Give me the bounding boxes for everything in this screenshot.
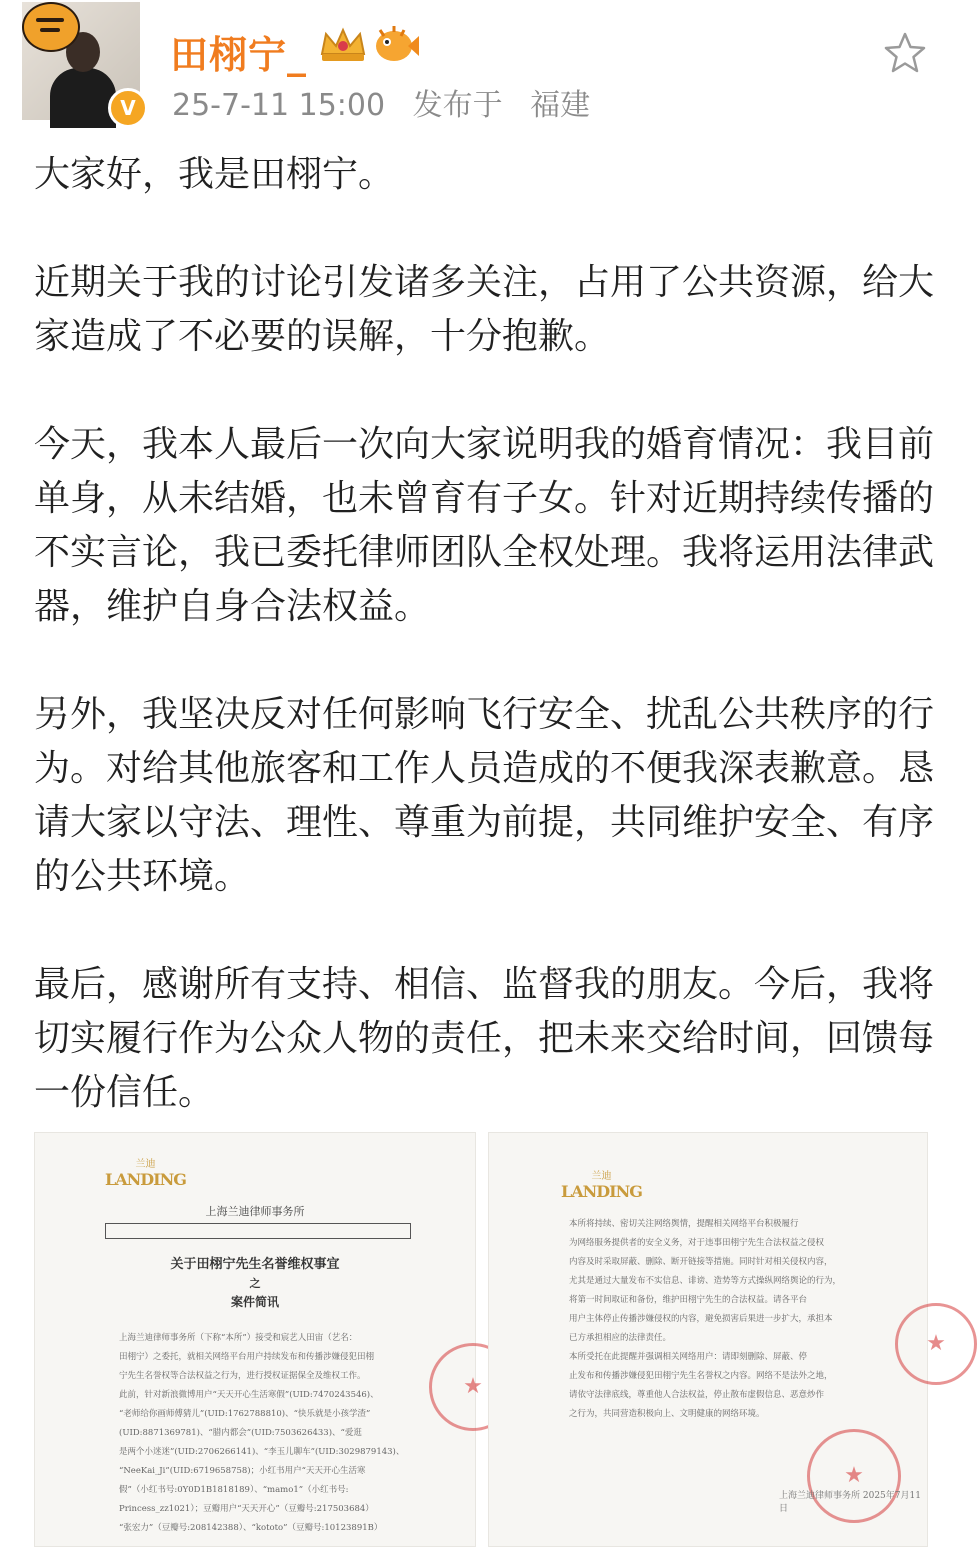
red-seal-stamp: ★ — [429, 1343, 517, 1431]
attached-images — [34, 1132, 946, 1545]
star-icon[interactable] — [882, 30, 928, 76]
landing-logo: 兰迪 LANDING — [105, 1159, 186, 1189]
legal-document-image-2[interactable] — [488, 1132, 946, 1547]
post-body — [34, 148, 934, 1120]
post-paragraph: 今天，我本人最后一次向大家说明我的婚育情况：我目前单身，从未结婚，也未曾育有子女。针对近期持续传播的不实言论，我已委托律师团队全权处理。我将运用法律武器，维护自身合法权益。 — [34, 424, 935, 627]
post-paragraph: 近期关于我的讨论引发诸多关注，占用了公共资源，给大家造成了不必要的误解，十分抱歉。 — [34, 262, 935, 357]
document-title: 关于田栩宁先生名誉维权事宜 — [170, 1257, 340, 1272]
document-title-connector: 之 — [249, 1277, 261, 1290]
red-seal-stamp: ★ — [895, 1303, 977, 1385]
post-paragraph: 另外，我坚决反对任何影响飞行安全、扰乱公共秩序的行为。对给其他旅客和工作人员造成的不便我深表歉意。恳请大家以守法、理性、尊重为前提，共同维护安全、有序的公共环境。 — [34, 694, 935, 897]
document-signature: 上海兰迪律师事务所 2025年7月11日 — [779, 1491, 921, 1514]
notice-box — [105, 1223, 411, 1239]
tiger-frame-icon — [22, 2, 80, 52]
fish-icon — [372, 22, 420, 66]
post-meta — [172, 80, 608, 124]
document-text: 本所将持续、密切关注网络舆情，提醒相关网络平台积极履行 为网络服务提供者的安全义务，对于违事田栩宁先生合法权益之侵权 内容及时采取屏蔽、删除、断开链接等措施。同时针对相关侵权内容， 尤其是通过大量发布不实信息、诽谤、造势等方式操纵网络舆论的行为， 将第一时间取证和备份，维护田栩宁先生的合法权益。请各平台 用户主体停止传播涉嫌侵权的内容，避免损害后果进一步扩大，承担本 已方承担相应的法律责任。 本所受托在此提醒并强调相关网络用户：请即刻删除、屏蔽、停 止发布和传播涉嫌侵犯田栩宁先生名誉权之内容。网络不是法外之地， 请依守法律底线，尊重他人合法权益，停止散布虚假信息、恶意炒作 之行为，共同营造积极向上、文明健康的网络环境。 — [569, 1219, 842, 1419]
crown-icon — [318, 24, 368, 64]
location-prefix: 发布于 — [412, 88, 503, 123]
post-paragraph: 最后，感谢所有支持、相信、监督我的朋友。今后，我将切实履行作为公众人物的责任，把未来交给时间，回馈每一份信任。 — [34, 964, 935, 1113]
post-timestamp: 25-7-11 15:00 — [172, 88, 386, 123]
landing-logo: 兰迪 LANDING — [561, 1171, 642, 1201]
legal-document-image-1[interactable] — [34, 1132, 483, 1547]
document-text: 上海兰迪律师事务所（下称“本所”）接受和宸艺人田宙（艺名： 田栩宁）之委托，就相关网络平台用户持续发布和传播涉嫌侵犯田栩 宁先生名誉权等合法权益之行为，进行授权证据保全及维权工作。 此前，针对新浪微博用户“天天开心生活寒假”(UID:7470243546)、 “老师给你画师傅猜儿”(UID:1762788810)、“快乐就是小孩学渣” (UID:8871369781)、“腊内都会”(UID:7503626433)、“爱逛 是两个小迷迷”(UID:2706266141)、“李玉儿聊车”(UID:3029879143)、 “NeeKai_Ji”(UID:6719658758)；小红书用户“天天开心生活寒 假”（小红书号:0Y0D1B1818189）、“mamo1”（小红书号: Princess_zz1021）；豆瓣用户“天天开心”（豆瓣号:217503684） “张宏力”（豆瓣号:208142388）、“kototo”（豆瓣号:10123891B） — [119, 1333, 405, 1533]
username[interactable]: 田栩宁_ — [170, 33, 308, 77]
location-label: 福建 — [530, 88, 591, 123]
post-header — [0, 0, 960, 140]
post-paragraph: 大家好，我是田栩宁。 — [34, 154, 395, 195]
document-subtitle: 案件简讯 — [230, 1295, 279, 1309]
red-seal-stamp: ★ — [807, 1429, 901, 1523]
verified-badge-icon: V — [108, 88, 148, 128]
firm-name: 上海兰迪律师事务所 — [205, 1205, 305, 1218]
